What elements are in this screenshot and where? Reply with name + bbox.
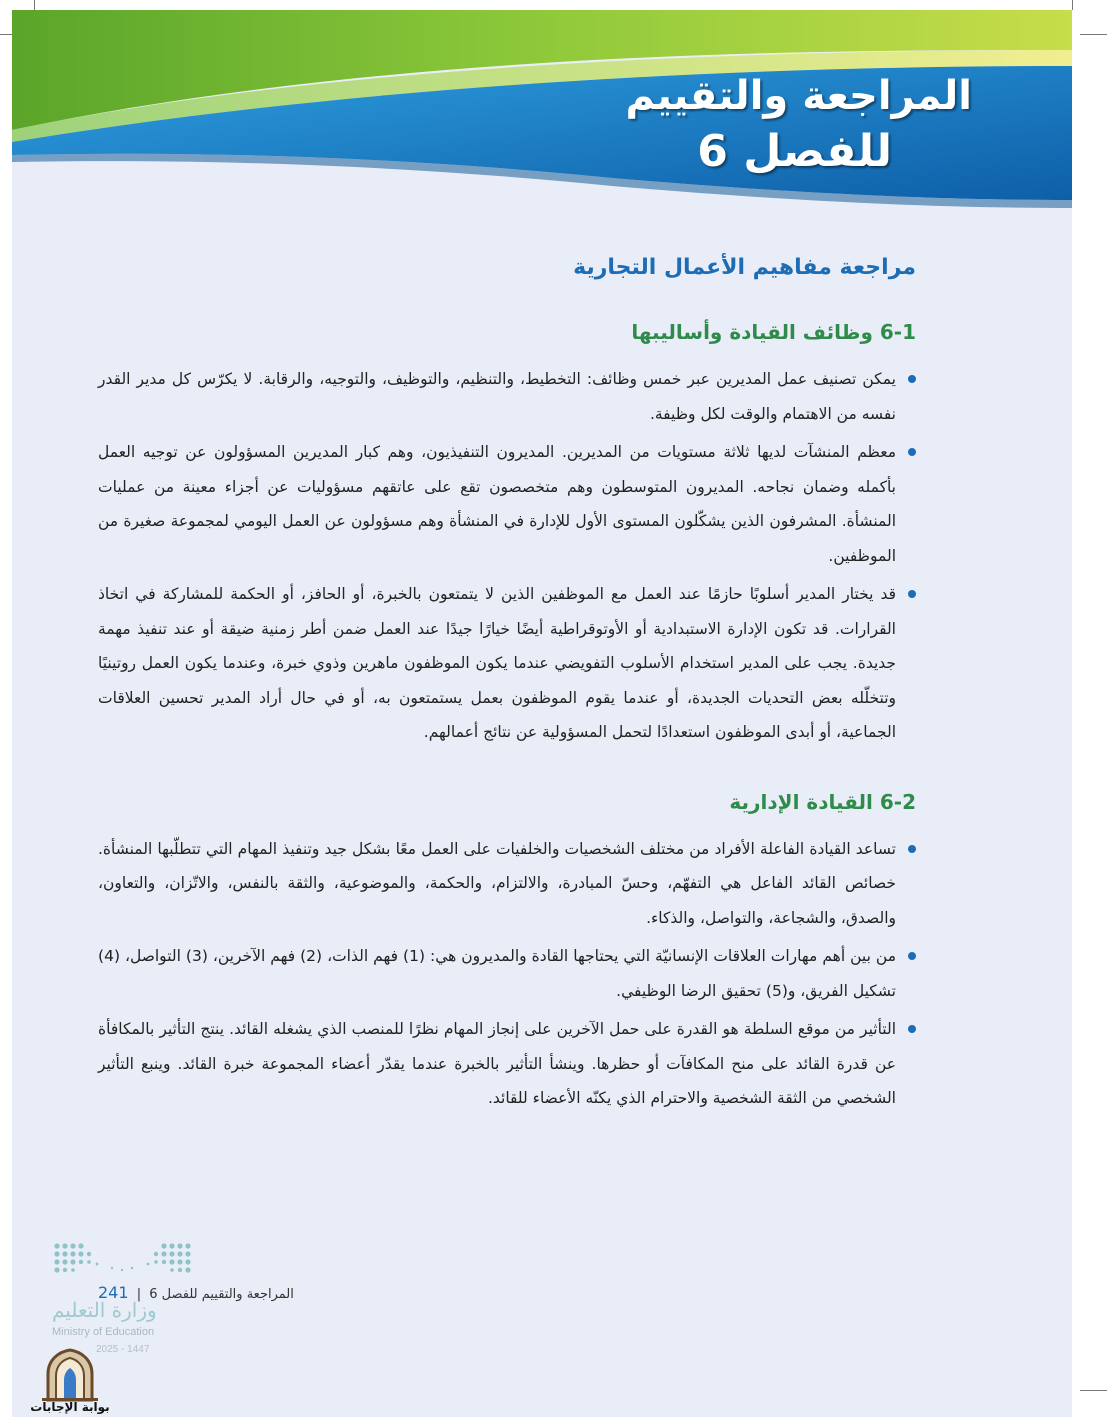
footer-separator: | bbox=[136, 1287, 142, 1302]
bullet-icon bbox=[908, 1025, 916, 1033]
list-item bbox=[98, 1012, 916, 1116]
list-item bbox=[98, 435, 916, 573]
main-content bbox=[98, 255, 916, 1120]
ministry-year: 2025 - 1447 bbox=[96, 1344, 150, 1355]
list-item bbox=[98, 577, 916, 750]
list-item bbox=[98, 362, 916, 431]
list-item bbox=[98, 832, 916, 936]
section-heading: مراجعة مفاهيم الأعمال التجارية bbox=[573, 255, 916, 280]
chapter-review-title bbox=[452, 70, 972, 182]
bullet-icon bbox=[908, 375, 916, 383]
list-item-text: التأثير من موقع السلطة هو القدرة على حمل الآخرين على إنجاز المهام نظرًا للمنصب الذي يشغله القائد. ينتج التأثير بالمكافأة عن قدرة القائد على منح المكافآت أو حظرها. وينشأ التأثير بالخبرة عندما يقدّر أعضاء المجموعة خبرة القائد. وينبع التأثير الشخصي من الثقة الشخصية والاحترام الذي يكنّه الأعضاء للقائد. bbox=[98, 1020, 896, 1107]
ministry-dots-icon bbox=[52, 1240, 202, 1280]
list-item-text: تساعد القيادة الفاعلة الأفراد من مختلف الشخصيات والخلفيات على العمل معًا بشكل جيد وتنفيذ المهام التي تتطلّبها المنشأة. خصائص القائد الفاعل هي التفهّم، وحسّ المبادرة، والالتزام، والحكمة، والموضوعية، والثقة بالنفس، والاتّزان، والتعاون، والصدق، والشجاعة، والتواصل، والذكاء. bbox=[98, 839, 896, 927]
chapter-reference: المراجعة والتقييم للفصل 6 bbox=[149, 1287, 294, 1302]
page-number: 241 bbox=[98, 1283, 129, 1302]
bullet-list-2 bbox=[98, 832, 916, 1116]
title-line-1: المراجعة والتقييم bbox=[625, 73, 972, 119]
list-item-text: معظم المنشآت لديها ثلاثة مستويات من المديرين. المديرون التنفيذيون، وهم كبار المديرين المسؤولون عن توجيه العمل بأكمله وضمان نجاحه. المديرون المتوسطون وهم متخصصون تقع على عاتقهم مسؤوليات عن أجزاء معينة من عمليات المنشأة. المشرفون الذين يشكّلون المستوى الأول للإدارة في المنشأة وهم مسؤولون عن العمل اليومي لمجموعة صغيرة من الموظفين. bbox=[98, 443, 896, 565]
list-item-text: قد يختار المدير أسلوبًا حازمًا عند العمل مع الموظفين الذين لا يتمتعون بالخبرة، أو الحافز، أو الحكمة للمشاركة في اتخاذ القرارات. قد تكون الإدارة الاستبدادية أو الأوتوقراطية أيضًا خيارًا جيدًا عند العمل ضمن أطر زمنية ضيقة أو عند تنفيذ مهمة جديدة. يجب على المدير استخدام الأسلوب التفويضي عندما يكون الموظفون ماهرين وذوي خبرة، وعندما يكون العمل روتينيًا وتتخلّله بعض التحديات الجديدة، أو عندما يقوم الموظفون بعمل يستمتعون به، أو في حال أراد المدير تحسين العلاقات الجماعية، أو أبدى الموظفون استعدادًا لتحمل المسؤولية عن نتائج أعمالهم. bbox=[98, 585, 896, 741]
subsection-heading-managerial-leadership: 6-2 القيادة الإدارية bbox=[729, 789, 916, 814]
subsection-heading-leadership-functions: 6-1 وظائف القيادة وأساليبها bbox=[631, 320, 916, 344]
bullet-icon bbox=[908, 845, 916, 853]
bullet-icon bbox=[908, 952, 916, 960]
ministry-name-english: Ministry of Education bbox=[52, 1326, 155, 1338]
page-footer bbox=[98, 1283, 294, 1302]
answers-gate-logo bbox=[28, 1348, 118, 1418]
list-item bbox=[98, 939, 916, 1008]
mosque-gate-icon bbox=[28, 1348, 112, 1402]
bullet-icon bbox=[908, 590, 916, 598]
gate-label: بوابة الإجابات bbox=[30, 1400, 110, 1414]
title-line-2: للفصل 6 bbox=[697, 126, 892, 177]
list-item-text: من بين أهم مهارات العلاقات الإنسانيّة التي يحتاجها القادة والمديرون هي: (1) فهم الذات، (2) فهم الآخرين، (3) التواصل، (4) تشكيل الفريق، و(5) تحقيق الرضا الوظيفي. bbox=[98, 947, 897, 1000]
list-item-text: يمكن تصنيف عمل المديرين عبر خمس وظائف: التخطيط، والتنظيم، والتوظيف، والتوجيه، والرقابة. لا يكرّس كل مدير القدر نفسه من الاهتمام والوقت لكل وظيفة. bbox=[98, 370, 896, 423]
bullet-icon bbox=[908, 448, 916, 456]
bullet-list-1 bbox=[98, 362, 916, 750]
ministry-name-arabic: وزارة التعليم bbox=[52, 1298, 157, 1322]
